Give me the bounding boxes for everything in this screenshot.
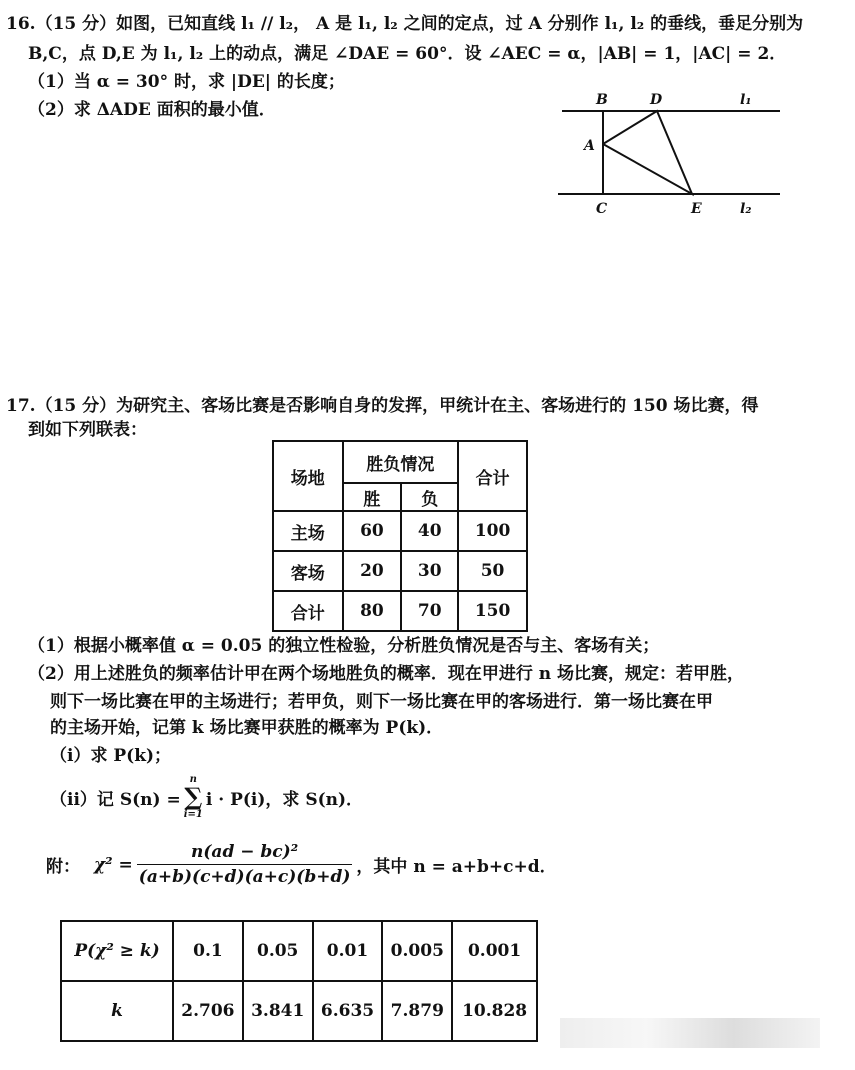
- q16-part1: （1）当 α = 30° 时，求 |DE| 的长度；: [28, 72, 345, 92]
- q16-part2: （2）求 ΔADE 面积的最小值．: [28, 100, 276, 120]
- cell-loss: 30: [401, 551, 458, 591]
- q17-part2-line1: （2）用上述胜负的频率估计甲在两个场地胜负的概率．现在甲进行 n 场比赛，规定：若甲胜，: [28, 664, 745, 684]
- header-loss: 负: [401, 483, 458, 511]
- row-label: 客场: [273, 551, 343, 591]
- chi-square-formula: [46, 842, 557, 887]
- cell-win: 80: [343, 591, 402, 631]
- chi-tail: ，其中 n = a+b+c+d．: [356, 857, 557, 877]
- cell-loss: 40: [401, 511, 458, 551]
- cell-total: 50: [458, 551, 527, 591]
- q16-line2: B,C，点 D,E 为 l₁, l₂ 上的动点，满足 ∠DAE = 60°．设 ∠AEC = α，|AB| = 1，|AC| = 2．: [28, 44, 787, 64]
- summation: [184, 774, 203, 820]
- q17-part2-line3: 的主场开始，记第 k 场比赛甲获胜的概率为 P(k)．: [50, 718, 444, 738]
- cell-k: 3.841: [243, 981, 313, 1041]
- triangle-ADE: [603, 111, 692, 194]
- q16-line1: 16.（15 分）如图，已知直线 l₁ // l₂， A 是 l₁, l₂ 之间的定点，过 A 分别作 l₁, l₂ 的垂线，垂足分别为: [6, 14, 804, 34]
- cell-k: 7.879: [382, 981, 452, 1041]
- table-row: [273, 591, 527, 631]
- cell-p: 0.005: [382, 921, 452, 981]
- table-row: [273, 551, 527, 591]
- cell-win: 60: [343, 511, 402, 551]
- row-label: 主场: [273, 511, 343, 551]
- header-win: 胜: [343, 483, 402, 511]
- cell-p: 0.05: [243, 921, 313, 981]
- header-total: 合计: [458, 441, 527, 511]
- q17-part2-line2: 则下一场比赛在甲的主场进行；若甲负，则下一场比赛在甲的客场进行．第一场比赛在甲: [50, 692, 713, 712]
- contingency-table: [272, 440, 528, 632]
- chi-denominator: (a+b)(c+d)(a+c)(b+d): [138, 867, 351, 887]
- label-C: C: [596, 201, 608, 217]
- q17-line2: 到如下列联表：: [28, 420, 147, 440]
- header-venue: 场地: [273, 441, 343, 511]
- label-E: E: [691, 201, 702, 217]
- cell-win: 20: [343, 551, 402, 591]
- label-D: D: [650, 92, 663, 108]
- chi-numerator: n(ad − bc)²: [137, 842, 353, 865]
- cell-p: 0.01: [313, 921, 383, 981]
- label-l1: l₁: [740, 92, 752, 108]
- critical-value-table: [60, 920, 538, 1042]
- sum-upper: n: [189, 774, 197, 785]
- cell-total: 150: [458, 591, 527, 631]
- chi-square-fraction: [137, 842, 353, 887]
- header-result: 胜负情况: [343, 441, 459, 483]
- sum-lower: i=1: [183, 809, 203, 820]
- q17-sub-ii-pre: （ii）记 S(n) =: [50, 789, 181, 810]
- q17-sub-ii-post: i · P(i)，求 S(n)．: [205, 789, 364, 810]
- label-A: A: [584, 138, 595, 154]
- sum-symbol: ∑: [184, 782, 203, 811]
- cell-p: 0.1: [173, 921, 243, 981]
- cell-p: 0.001: [452, 921, 537, 981]
- geometry-figure: [0, 0, 855, 240]
- label-l2: l₂: [740, 201, 752, 217]
- cell-k: 2.706: [173, 981, 243, 1041]
- cell-loss: 70: [401, 591, 458, 631]
- header-p: P(χ² ≥ k): [61, 921, 173, 981]
- row-label: 合计: [273, 591, 343, 631]
- chi-lhs: χ² =: [94, 854, 133, 875]
- cell-k: 6.635: [313, 981, 383, 1041]
- q17-part1: （1）根据小概率值 α = 0.05 的独立性检验，分析胜负情况是否与主、客场有关；: [28, 636, 660, 656]
- watermark-overlay: [560, 1018, 820, 1048]
- cell-total: 100: [458, 511, 527, 551]
- q17-sub-i: （i）求 P(k)；: [50, 746, 172, 766]
- header-k: k: [61, 981, 173, 1041]
- cell-k: 10.828: [452, 981, 537, 1041]
- table-row: [273, 511, 527, 551]
- appendix-label: 附：: [46, 857, 80, 877]
- q17-line1: 17.（15 分）为研究主、客场比赛是否影响自身的发挥，甲统计在主、客场进行的 150 场比赛，得: [6, 396, 759, 416]
- q17-sub-ii: [50, 774, 363, 820]
- label-B: B: [596, 92, 608, 108]
